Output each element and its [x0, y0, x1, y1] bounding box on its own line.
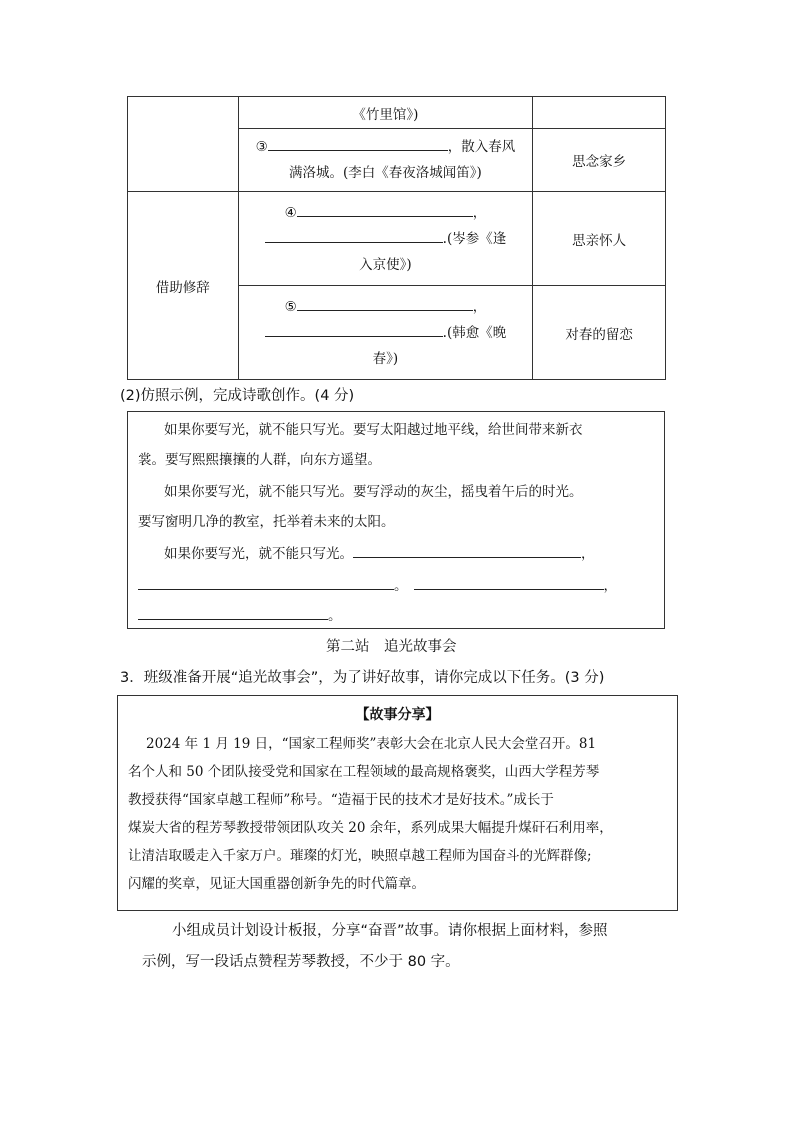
example-line: 要写窗明几净的教室，托举着未来的太阳。	[138, 514, 395, 530]
theme-cell: 对春的留恋	[533, 286, 666, 380]
question-3-prompt: 3．班级准备开展“追光故事会”，为了讲好故事，请你完成以下任务。(3 分)	[120, 670, 605, 686]
question-2-prompt: (2)仿照示例，完成诗歌创作。(4 分)	[120, 388, 355, 404]
theme-cell: 思念家乡	[533, 129, 666, 192]
poem-line-cell: ③ ，散入春风 满洛城。(李白《春夜洛城闻笛》)	[238, 129, 533, 192]
poem-table	[127, 96, 666, 380]
answer-blank[interactable]	[297, 298, 473, 311]
poem-source-cell: 《竹里馆》)	[238, 97, 533, 129]
example-line: 裳。要写熙熙攘攘的人群，向东方遥望。	[138, 452, 381, 468]
task-line: 小组成员计划设计板报，分享“奋晋”故事。请你根据上面材料，参照	[172, 923, 608, 939]
story-line: 2024 年 1 月 19 日，“国家工程师奖”表彰大会在北京人民大会堂召开。81	[146, 736, 597, 752]
table-row	[128, 192, 666, 286]
example-line: 如果你要写光，就不能只写光。要写浮动的灰尘，摇曳着午后的时光。	[164, 484, 583, 500]
poem-line-cell: ④ ， .(岑参《逢 入京使》)	[238, 192, 533, 286]
answer-line: 。 ，	[138, 576, 617, 596]
answer-blank[interactable]	[265, 230, 443, 243]
answer-blank[interactable]	[353, 545, 581, 558]
answer-blank[interactable]	[414, 577, 604, 590]
answer-line: 。	[138, 606, 342, 626]
poem-line-cell: ⑤ ， .(韩愈《晚 春》)	[238, 286, 533, 380]
example-line: 如果你要写光，就不能只写光。 ，	[164, 546, 595, 562]
group-cell-empty	[128, 97, 239, 192]
answer-blank[interactable]	[138, 607, 328, 620]
answer-blank[interactable]	[297, 204, 473, 217]
story-heading: 【故事分享】	[355, 707, 440, 723]
task-line: 示例，写一段话点赞程芳琴教授，不少于 80 字。	[142, 954, 460, 970]
example-box	[127, 411, 665, 629]
answer-blank[interactable]	[138, 577, 394, 590]
theme-cell-empty	[533, 97, 666, 129]
table-row	[128, 97, 666, 129]
story-box	[117, 695, 678, 911]
story-line: 煤炭大省的程芳琴教授带领团队攻关 20 余年，系列成果大幅提升煤矸石利用率，	[128, 820, 613, 836]
answer-blank[interactable]	[265, 324, 443, 337]
example-line: 如果你要写光，就不能只写光。要写太阳越过地平线，给世间带来新衣	[164, 422, 583, 438]
story-line: 闪耀的奖章，见证大国重器创新争先的时代篇章。	[128, 876, 425, 892]
group-label-cell: 借助修辞	[128, 192, 239, 380]
story-line: 名个人和 50 个团队接受党和国家在工程领域的最高规格褒奖，山西大学程芳琴	[128, 764, 600, 780]
story-line: 教授获得“国家卓越工程师”称号。“造福于民的技术才是好技术。”成长于	[128, 792, 554, 808]
theme-cell: 思亲怀人	[533, 192, 666, 286]
station-title: 第二站 追光故事会	[326, 639, 457, 655]
answer-blank[interactable]	[268, 138, 448, 151]
story-line: 让清洁取暖走入千家万户。璀璨的灯光，映照卓越工程师为国奋斗的光辉群像;	[128, 848, 592, 864]
